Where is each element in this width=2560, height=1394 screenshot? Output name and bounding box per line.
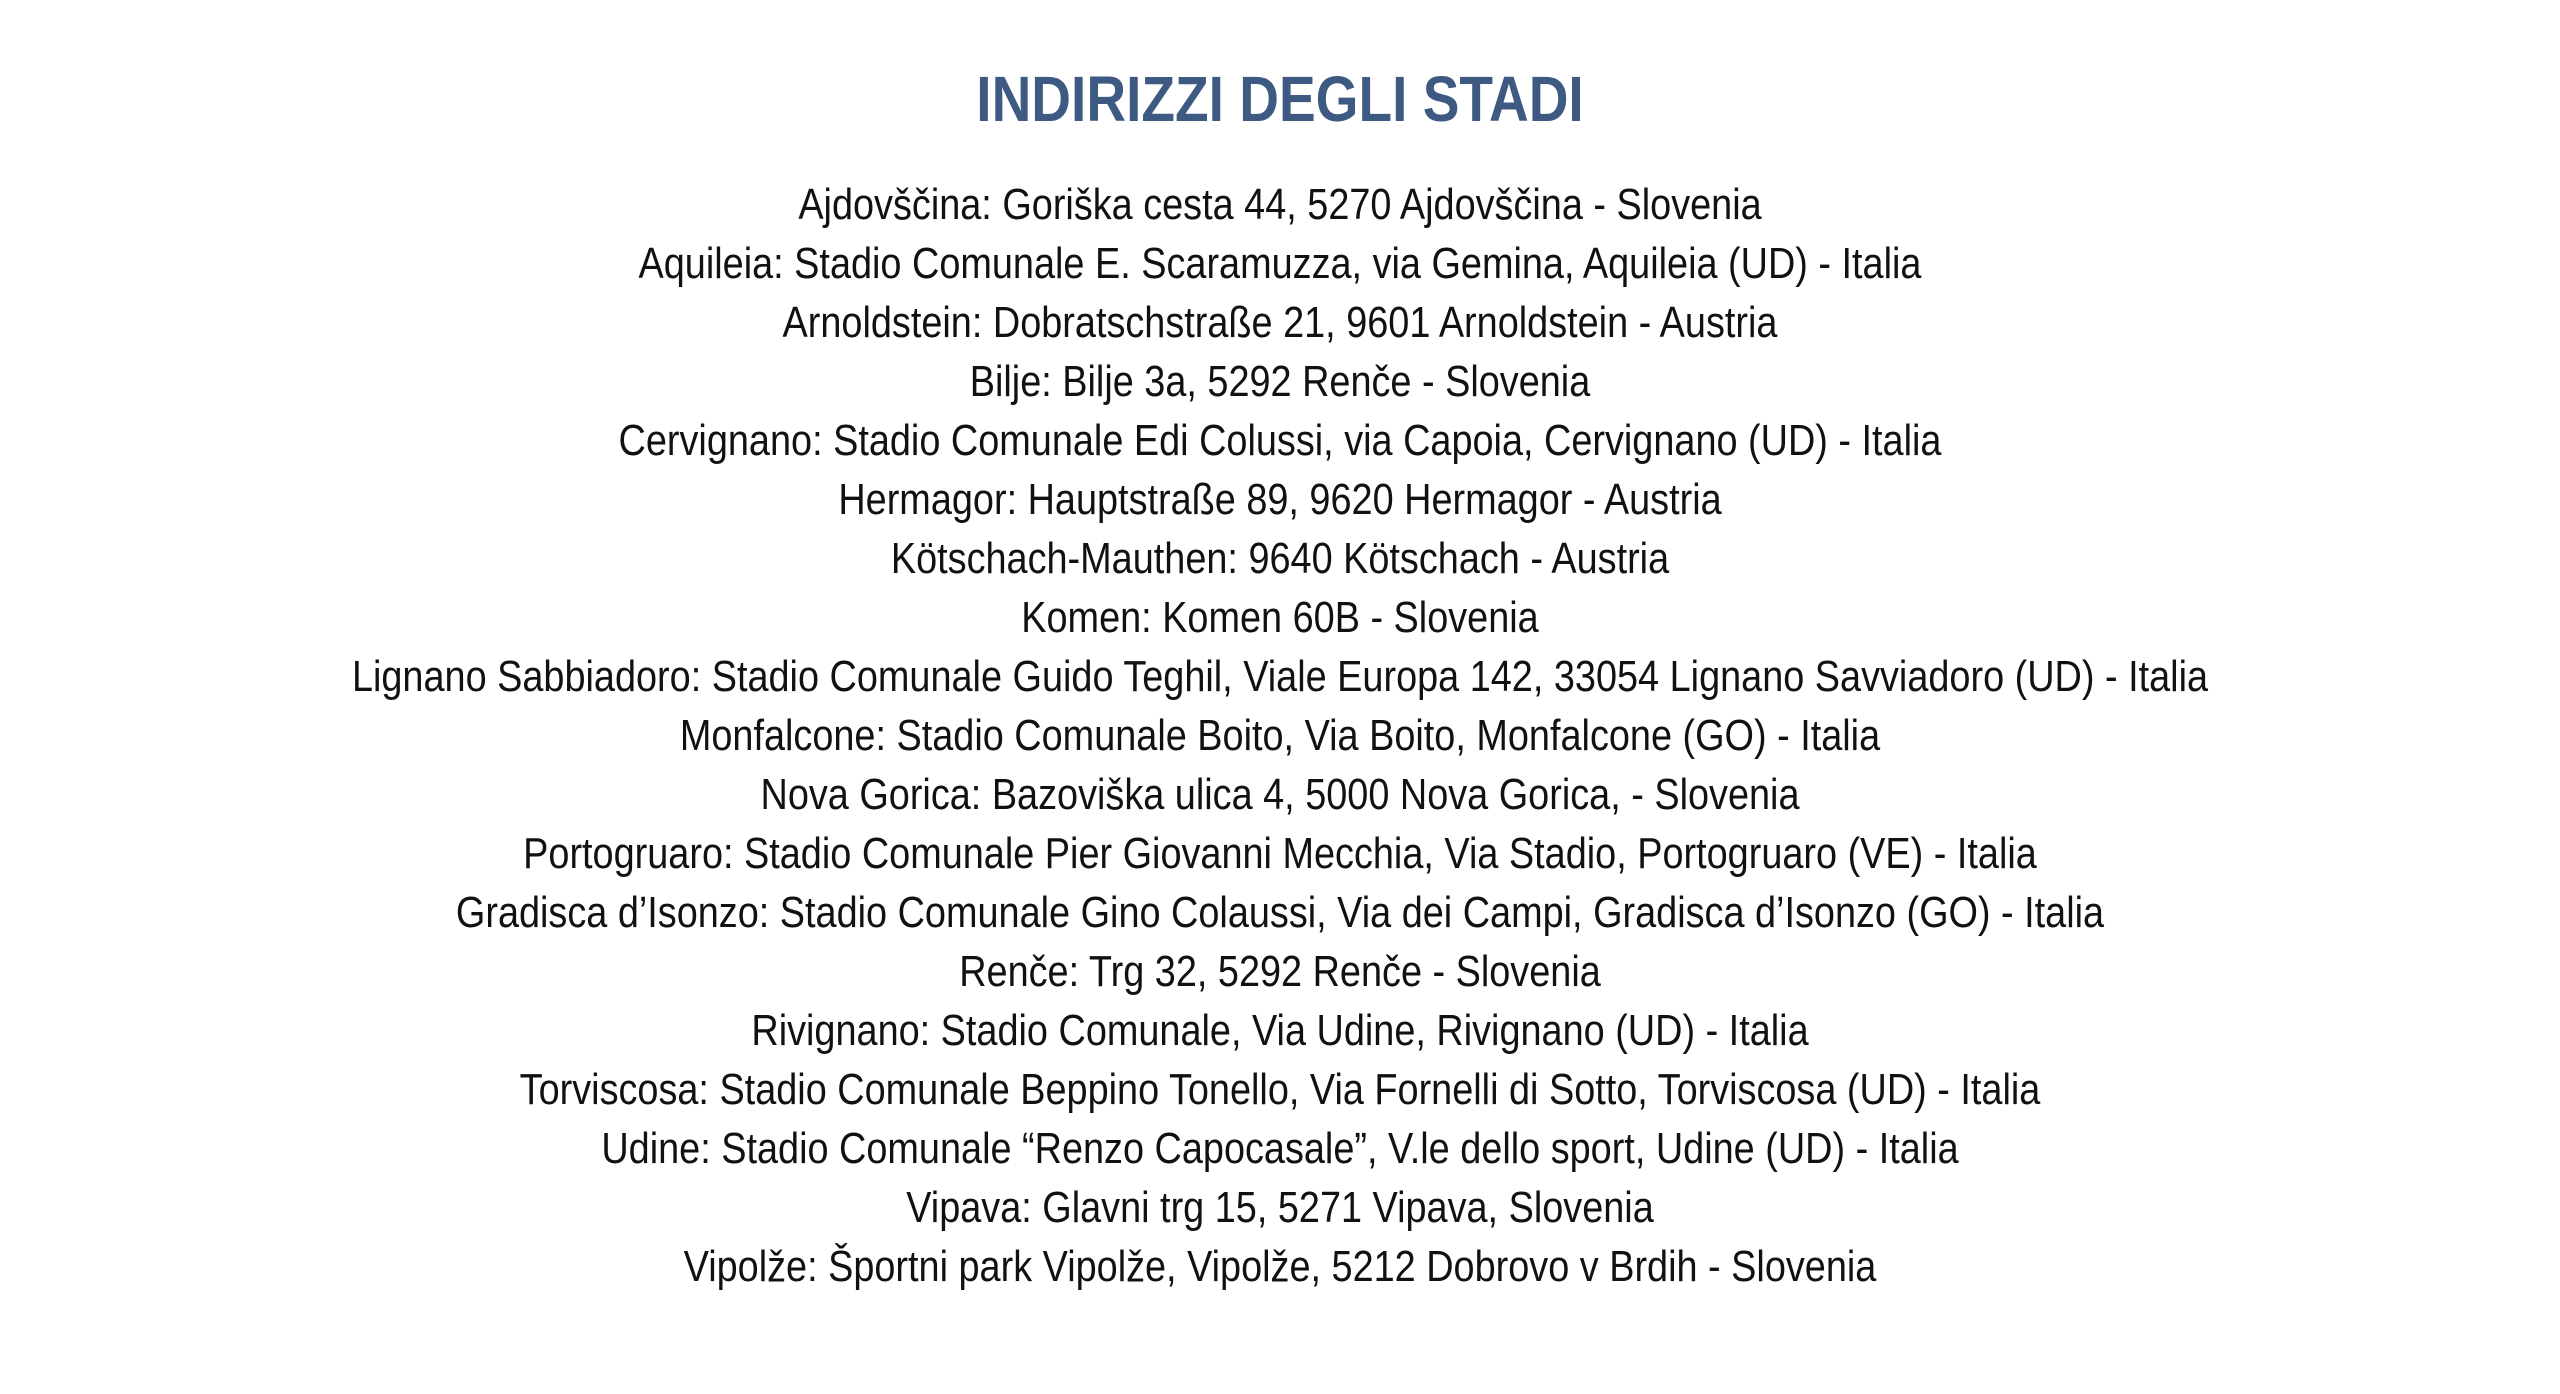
address-komen: Komen: Komen 60B - Slovenia — [1021, 593, 1539, 642]
address-portogruaro: Portogruaro: Stadio Comunale Pier Giovanni Mecchia, Via Stadio, Portogruaro (VE) - Italia — [523, 829, 2037, 878]
address-rivignano: Rivignano: Stadio Comunale, Via Udine, Rivignano (UD) - Italia — [751, 1006, 1809, 1055]
address-hermagor: Hermagor: Hauptstraße 89, 9620 Hermagor - Austria — [838, 475, 1722, 524]
address-nova-gorica: Nova Gorica: Bazoviška ulica 4, 5000 Nova Gorica, - Slovenia — [760, 770, 1800, 819]
address-aquileia: Aquileia: Stadio Comunale E. Scaramuzza, via Gemina, Aquileia (UD) - Italia — [638, 239, 1922, 288]
address-monfalcone: Monfalcone: Stadio Comunale Boito, Via Boito, Monfalcone (GO) - Italia — [679, 711, 1881, 760]
address-cervignano: Cervignano: Stadio Comunale Edi Colussi, via Capoia, Cervignano (UD) - Italia — [618, 416, 1942, 465]
address-arnoldstein: Arnoldstein: Dobratschstraße 21, 9601 Arnoldstein - Austria — [782, 298, 1778, 347]
address-udine: Udine: Stadio Comunale “Renzo Capocasale”, V.le dello sport, Udine (UD) - Italia — [601, 1124, 1959, 1173]
address-gradisca-disonzo: Gradisca d’Isonzo: Stadio Comunale Gino Colaussi, Via dei Campi, Gradisca d’Isonzo (GO) - Italia — [455, 888, 2105, 937]
address-bilje: Bilje: Bilje 3a, 5292 Renče - Slovenia — [969, 357, 1591, 406]
address-vipolze: Vipolže: Športni park Vipolže, Vipolže, 5212 Dobrovo v Brdih - Slovenia — [683, 1242, 1877, 1291]
address-ajdovscina: Ajdovščina: Goriška cesta 44, 5270 Ajdovščina - Slovenia — [798, 180, 1762, 229]
address-lignano-sabbiadoro: Lignano Sabbiadoro: Stadio Comunale Guido Teghil, Viale Europa 142, 33054 Lignano Savviadoro (UD) - Italia — [351, 652, 2209, 701]
address-torviscosa: Torviscosa: Stadio Comunale Beppino Tonello, Via Fornelli di Sotto, Torviscosa (UD) - Italia — [519, 1065, 2041, 1114]
address-vipava: Vipava: Glavni trg 15, 5271 Vipava, Slovenia — [906, 1183, 1654, 1232]
address-rence: Renče: Trg 32, 5292 Renče - Slovenia — [959, 947, 1601, 996]
stadium-address-list — [0, 175, 2560, 1296]
page-title: INDIRIZZI DEGLI STADI — [976, 62, 1584, 135]
address-kotschach-mauthen: Kötschach-Mauthen: 9640 Kötschach - Austria — [890, 534, 1670, 583]
